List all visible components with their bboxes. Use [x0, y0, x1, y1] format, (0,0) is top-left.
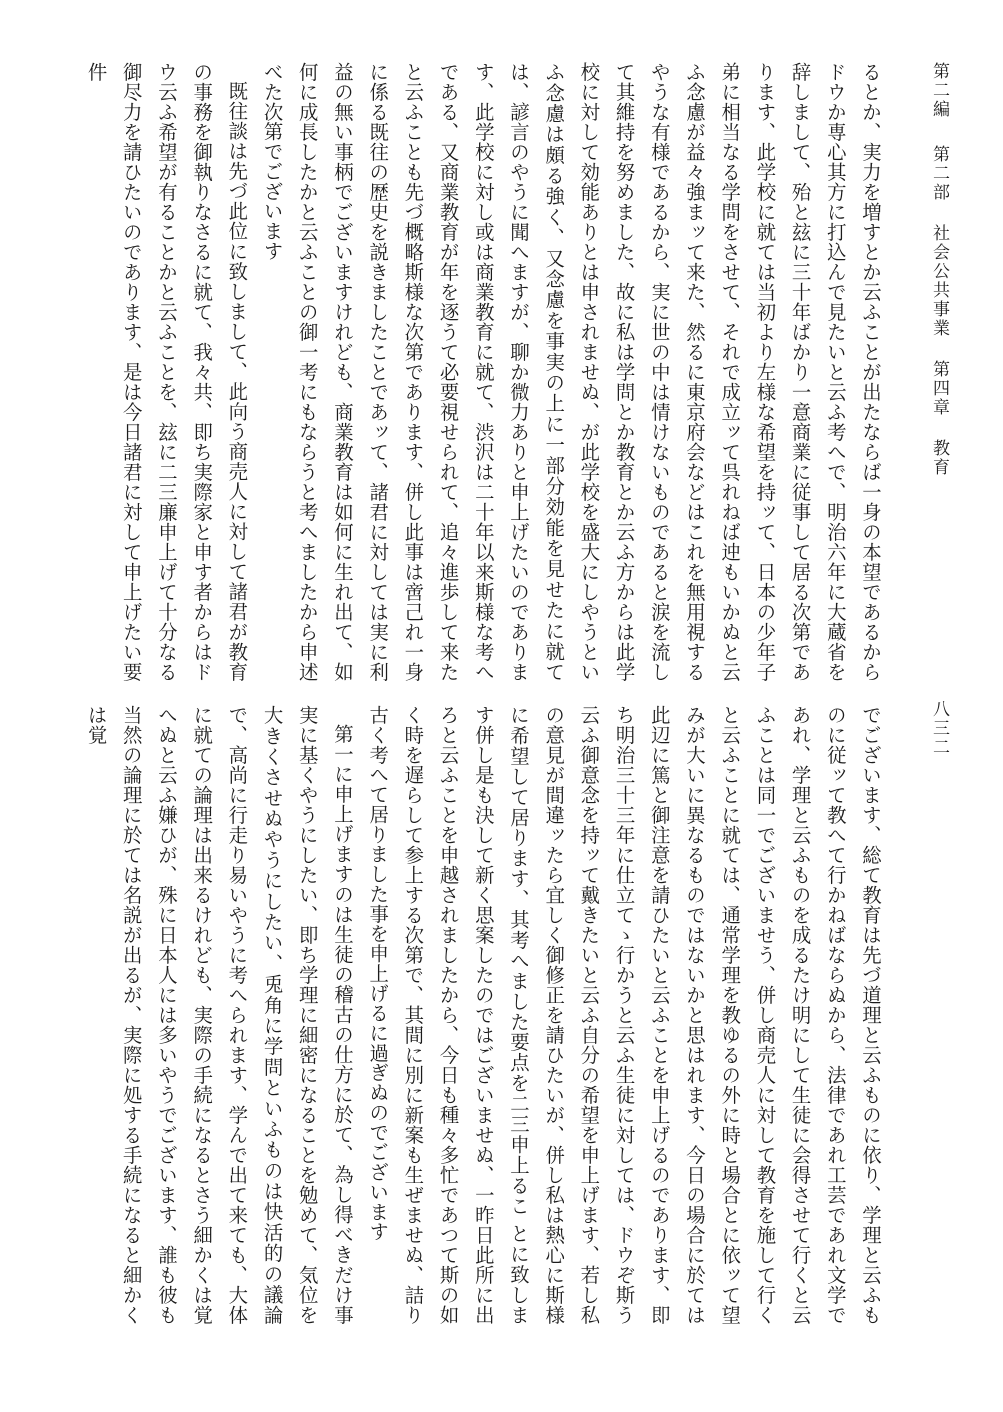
- lower-text-block: [68, 705, 888, 1325]
- running-header: [930, 62, 947, 682]
- paragraph: 第一に申上げますのは生徒の稽古の仕方に於て、為し得べきだけ事実に基くやうにしたい、即ち学理に細密になることを勉めて、気位を大きくさせぬやうにしたい、兎角に学問といふものは快活的の議論で、高尚に行走り易いやうに考へられます、学んで出て来ても、大体に就ての論理は出来るけれども、実際の手続になるとさう細かくは覚へぬと云ふ嫌ひが、殊に日本人には多いやうでございます、誰も彼も当然の論理に於ては名説が出るが、実際に処する手続になると細かくは覚: [84, 705, 354, 1325]
- header-part-4: 第四章: [929, 360, 949, 417]
- upper-text-block: [68, 62, 888, 682]
- page-number: 八三二: [929, 700, 949, 757]
- header-part-3: 社会公共事業: [929, 224, 949, 338]
- paragraph: 既往談は先づ此位に致しまして、此向う商売人に対して諸君が教育の事務を御執りなさるに就て、我々共、即ち実際家と申す者からはドウ云ふ希望が有ることかと云ふことを、玆に二三廉申上げて十分なる御尽力を請ひたいのであります、是は今日諸君に対して申上げたい要件: [84, 62, 249, 682]
- paragraph: でございます、総て教育は先づ道理と云ふものに依り、学理と云ふものに従ッて教へて行かねばならぬから、法律であれ工芸であれ文学であれ、学理と云ふものを成るたけ明にして生徒に会得させて行くと云ふことは同一でございませう、併し商売人に対して教育を施して行くと云ふことに就ては、通常学理を教ゆるの外に時と場合とに依ッて望みが大いに異なるものではないかと思はれます、今日の場合に於ては此辺に篤と御注意を請ひたいと云ふことを申上げるのであります、即ち明治三十三年に仕立てゝ行かうと云ふ生徒に対しては、ドウぞ斯う云ふ御意念を持ッて戴きたいと云ふ自分の希望を申上げます、若し私の意見が間違ッたら宜しく御修正を請ひたいが、併し私は熱心に斯様に希望して居ります、其考へました要点を二三申上るこ とに致します併し是も決して新く思案したのではございませぬ、一昨日此所に出ろと云ふことを申越されましたから、今日も種々多忙であつて斯の如く時を遅らして参上する次第で、其間に別に新案も生ぜませぬ、詰り古く考へて居りました事を申上げるに過ぎぬのでございます: [366, 705, 882, 1325]
- header-part-5: 教育: [929, 439, 949, 477]
- header-part-2: 第二部: [929, 145, 949, 202]
- header-part-1: 第二編: [929, 62, 949, 119]
- paragraph: るとか、実力を増すとか云ふことが出たならば一身の本望であるからドウか専心其方に打込んで見たいと云ふ考へで、明治六年に大蔵省を辞しまして、殆と玆に三十年ばかり一意商業に従事して居る次第であります、此学校に就ては当初より左様な希望を持ッて、日本の少年子弟に相当なる学問をさせて、それで成立ッて呉れねば迚もいかぬと云ふ念慮が益々強まッて来た、然るに東京府会などはこれを無用視するやうな有様であるから、実に世の中は情けないものであると涙を流して其維持を努めました、故に私は学問とか教育とか云ふ方からは此学校に対して効能ありとは申されませぬ、が此学校を盛大にしやうといふ念慮は頗る強く、又念慮を事実の上に一部分効能を見せたに就ては、諺言のやうに聞へますが、聊か微力ありと申上げたいのであります、此学校に対し或は商業教育に就て、渋沢は二十年以来斯様な考へである、又商業教育が年を逐うて必要視せられて、追々進歩して来たと云ふことも先づ概略斯様な次第であります、併し此事は啻己れ一身に係る既往の歴史を説きましたことであッて、諸君に対しては実に利益の無い事柄でございますけれども、商業教育は如何に生れ出て、如何に成長したかと云ふことの御一考にもならうと考へましたから申述べた次第でございます: [260, 62, 882, 682]
